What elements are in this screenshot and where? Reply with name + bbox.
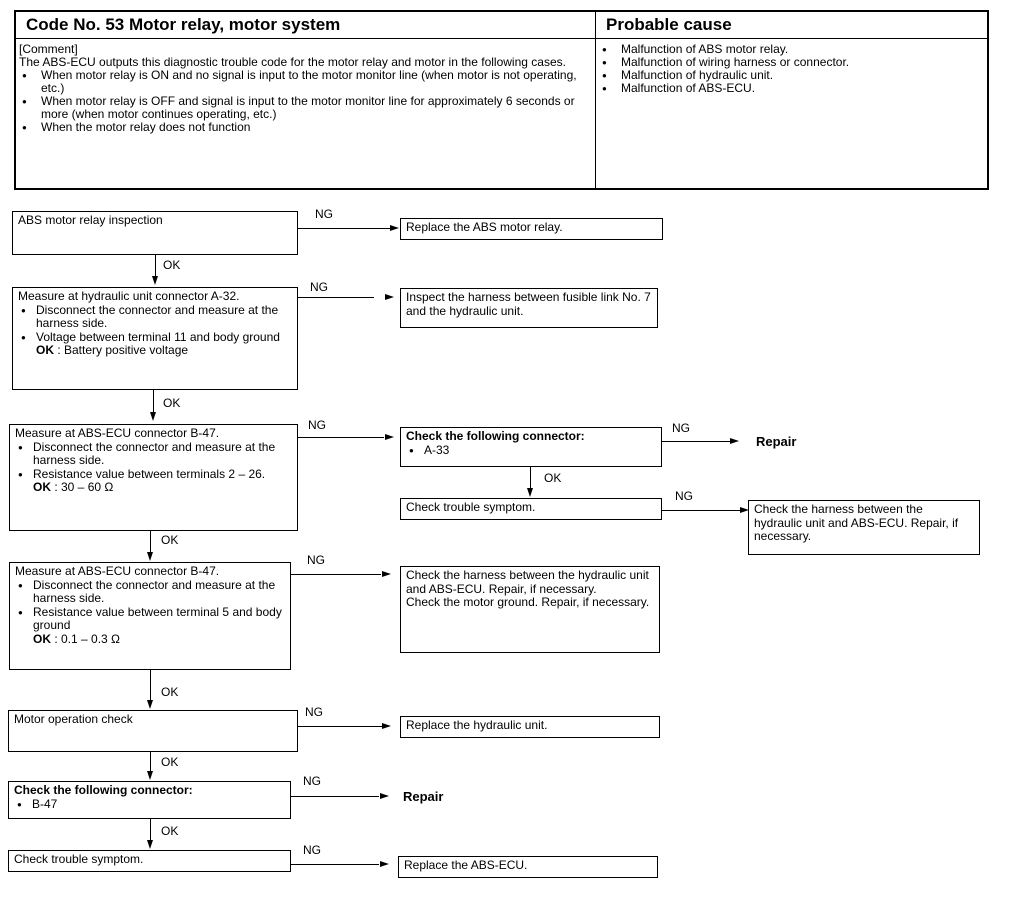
arrow-right-icon: [382, 571, 391, 577]
connector-list: [406, 444, 656, 458]
arrow-down-icon: [527, 488, 533, 497]
arrow-down-icon: [147, 840, 153, 849]
cause-item: ● Malfunction of hydraulic unit.: [599, 69, 984, 82]
step-2-bullets: [18, 304, 292, 345]
step-2-box: [12, 287, 298, 390]
step-3-box: [9, 424, 298, 531]
step-5-title: Motor operation check: [14, 712, 133, 726]
ng-label: NG: [315, 207, 333, 221]
ok-label: OK: [163, 396, 181, 410]
ok-label: OK: [161, 824, 179, 838]
arrow-right-icon: [730, 438, 739, 444]
result-check-trouble-symptom: [400, 498, 662, 520]
ng-connector: [291, 574, 381, 575]
ok-label: OK: [161, 755, 179, 769]
result-text: Check the harness between the hydraulic unit and ABS-ECU. Repair, if necessary.: [754, 502, 959, 543]
probable-cause-column: [596, 12, 987, 188]
arrow-right-icon: [385, 434, 394, 440]
comment-label: [Comment]: [19, 42, 78, 56]
code-title: Code No. 53 Motor relay, motor system: [16, 12, 595, 39]
result-text: Inspect the harness between fusible link No. 7 and the hydraulic unit.: [406, 290, 651, 318]
arrow-down-icon: [147, 552, 153, 561]
bullet-item: ● Disconnect the connector and measure at the harness side.: [15, 579, 285, 606]
step-7-title: Check trouble symptom.: [14, 852, 144, 866]
bullet-item: ● Disconnect the connector and measure at the harness side.: [15, 441, 292, 468]
ng-label: NG: [303, 774, 321, 788]
step-6-title: Check the following connector:: [14, 783, 193, 797]
step-4-ok-criteria: [15, 633, 285, 647]
ok-connector: [150, 531, 151, 553]
result-check-harness-and-ground: [400, 566, 660, 653]
ok-connector: [150, 752, 151, 772]
arrow-down-icon: [150, 412, 156, 421]
result-replace-motor-relay: [400, 218, 663, 240]
result-replace-abs-ecu: [398, 856, 658, 878]
ok-criteria-label: OK: [33, 480, 51, 494]
probable-cause-body: [596, 39, 987, 99]
result-check-harness-hydraulic-ecu: [748, 500, 980, 555]
connector-item: ● B-47: [14, 798, 285, 812]
ok-connector: [530, 467, 531, 489]
step-2-title: Measure at hydraulic unit connector A-32.: [18, 289, 240, 303]
arrow-down-icon: [147, 700, 153, 709]
ng-label: NG: [675, 489, 693, 503]
step-1-title: ABS motor relay inspection: [18, 213, 163, 227]
result-repair: Repair: [403, 789, 444, 804]
result-text: Replace the ABS-ECU.: [404, 858, 528, 872]
arrow-right-icon: [385, 294, 394, 300]
cause-item: ● Malfunction of ABS motor relay.: [599, 43, 984, 56]
ng-label: NG: [305, 705, 323, 719]
ng-label: NG: [303, 843, 321, 857]
ok-connector: [153, 390, 154, 414]
arrow-right-icon: [380, 861, 389, 867]
arrow-right-icon: [390, 225, 399, 231]
cause-item: ● Malfunction of wiring harness or connector.: [599, 56, 984, 69]
ng-label: NG: [307, 553, 325, 567]
probable-cause-list: [599, 43, 984, 95]
ng-connector: [291, 864, 379, 865]
step-3-title: Measure at ABS-ECU connector B-47.: [15, 426, 220, 440]
ng-connector: [298, 726, 382, 727]
ok-label: OK: [161, 533, 179, 547]
ok-criteria-value: : 30 – 60 Ω: [51, 480, 114, 494]
ng-label: NG: [310, 280, 328, 294]
step-6-box: [8, 781, 291, 819]
ok-criteria-label: OK: [36, 343, 54, 357]
arrow-down-icon: [152, 276, 158, 285]
arrow-right-icon: [382, 723, 391, 729]
ng-connector: [662, 441, 730, 442]
ok-label: OK: [544, 471, 562, 485]
case-item: ● When the motor relay does not function: [19, 121, 592, 134]
case-item: ● When motor relay is OFF and signal is input to the motor monitor line for approximately 6 seconds or more (when motor continues operating, etc.): [19, 95, 592, 121]
comment-column: [16, 12, 596, 188]
ok-connector: [150, 819, 151, 841]
ng-label: NG: [308, 418, 326, 432]
bullet-item: ● Voltage between terminal 11 and body ground: [18, 331, 292, 345]
result-text: Check the harness between the hydraulic unit and ABS-ECU. Repair, if necessary.: [406, 568, 649, 596]
ok-criteria-value: : 0.1 – 0.3 Ω: [51, 631, 121, 646]
arrow-down-icon: [147, 771, 153, 780]
result-text: Replace the hydraulic unit.: [406, 718, 548, 732]
step-4-bullets: [15, 579, 285, 633]
step-2-ok-criteria: [18, 344, 292, 358]
result-text: Check the motor ground. Repair, if necessary.: [406, 595, 650, 609]
result-replace-hydraulic-unit: [400, 716, 660, 738]
step-4-box: [9, 562, 291, 670]
ng-label: NG: [672, 421, 690, 435]
case-list: [19, 69, 592, 134]
ok-label: OK: [161, 685, 179, 699]
result-repair: Repair: [756, 434, 797, 449]
step-7-box: [8, 850, 291, 872]
result-text: Check trouble symptom.: [406, 500, 536, 514]
code-header-table: [14, 10, 989, 190]
comment-intro: The ABS-ECU outputs this diagnostic trouble code for the motor relay and motor in the following cases.: [19, 55, 566, 69]
bullet-item: ● Disconnect the connector and measure at the harness side.: [18, 304, 292, 331]
step-4-title: Measure at ABS-ECU connector B-47.: [15, 564, 220, 578]
ok-criteria-label: OK: [33, 631, 51, 646]
step-3-bullets: [15, 441, 292, 482]
step-6-bullets: [14, 798, 285, 812]
case-item: ● When motor relay is ON and no signal is input to the motor monitor line (when motor is not operating, etc.): [19, 69, 592, 95]
ng-connector: [291, 796, 379, 797]
ok-connector: [150, 670, 151, 700]
bullet-item: ● Resistance value between terminals 2 – 26.: [15, 468, 292, 482]
ng-connector: [298, 297, 374, 298]
result-inspect-harness-fusible-link: [400, 288, 658, 328]
comment-body: [16, 39, 595, 138]
connector-item: ● A-33: [406, 444, 656, 458]
cause-item: ● Malfunction of ABS-ECU.: [599, 82, 984, 95]
step-1-box: [12, 211, 298, 255]
connector-check-title: Check the following connector:: [406, 429, 585, 443]
ok-label: OK: [163, 258, 181, 272]
ng-connector: [298, 437, 384, 438]
step-3-ok-criteria: [15, 481, 292, 495]
bullet-item: ● Resistance value between terminal 5 and body ground: [15, 606, 285, 633]
result-text: Replace the ABS motor relay.: [406, 220, 563, 234]
probable-cause-title: Probable cause: [596, 12, 987, 39]
ng-connector: [298, 228, 393, 229]
ng-connector: [662, 510, 742, 511]
ok-criteria-value: : Battery positive voltage: [54, 343, 189, 357]
result-check-connector-a33: [400, 427, 662, 467]
step-5-box: [8, 710, 298, 752]
arrow-right-icon: [380, 793, 389, 799]
